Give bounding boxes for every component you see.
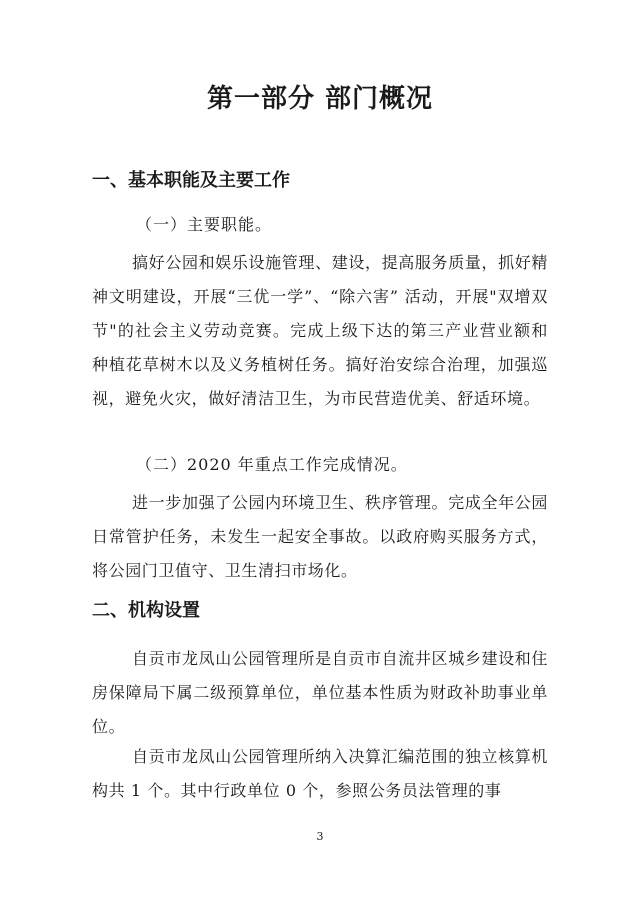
paragraph-org-structure-2	[92, 740, 548, 808]
paragraph-text: 进一步加强了公园内环境卫生、秩序管理。完成全年公园日常管护任务，未发生一起安全事故。以政府购买服务方式，将公园门卫值守、卫生清扫市场化。	[92, 493, 548, 580]
subheading-2020-work: （二）2020 年重点工作完成情况。	[136, 455, 408, 474]
paragraph-org-structure-1	[92, 642, 548, 744]
paragraph-text: 自贡市龙凤山公园管理所纳入决算汇编范围的独立核算机构共 1 个。其中行政单位 0 个，参照公务员法管理的事	[92, 747, 548, 800]
section-heading-1: 一、基本职能及主要工作	[92, 170, 290, 191]
section-heading-2: 二、机构设置	[92, 600, 200, 621]
page-title: 第一部分 部门概况	[206, 84, 434, 114]
page-number: 3	[316, 830, 324, 843]
paragraph-main-functions	[92, 246, 548, 416]
subheading-main-functions: （一）主要职能。	[136, 215, 273, 234]
paragraph-text: 自贡市龙凤山公园管理所是自贡市自流井区城乡建设和住房保障局下属二级预算单位，单位基本性质为财政补助事业单位。	[92, 649, 548, 736]
paragraph-text: 搞好公园和娱乐设施管理、建设，提高服务质量，抓好精神文明建设，开展“三优一学”、“除六害” 活动，开展"双增双节"的社会主义劳动竞赛。完成上级下达的第三产业营业额和种植花草树木以及义务植树任务。搞好治安综合治理，加强巡视，避免火灾，做好清洁卫生，为市民营造优美、舒适环境。	[92, 253, 548, 408]
paragraph-2020-work	[92, 486, 548, 588]
